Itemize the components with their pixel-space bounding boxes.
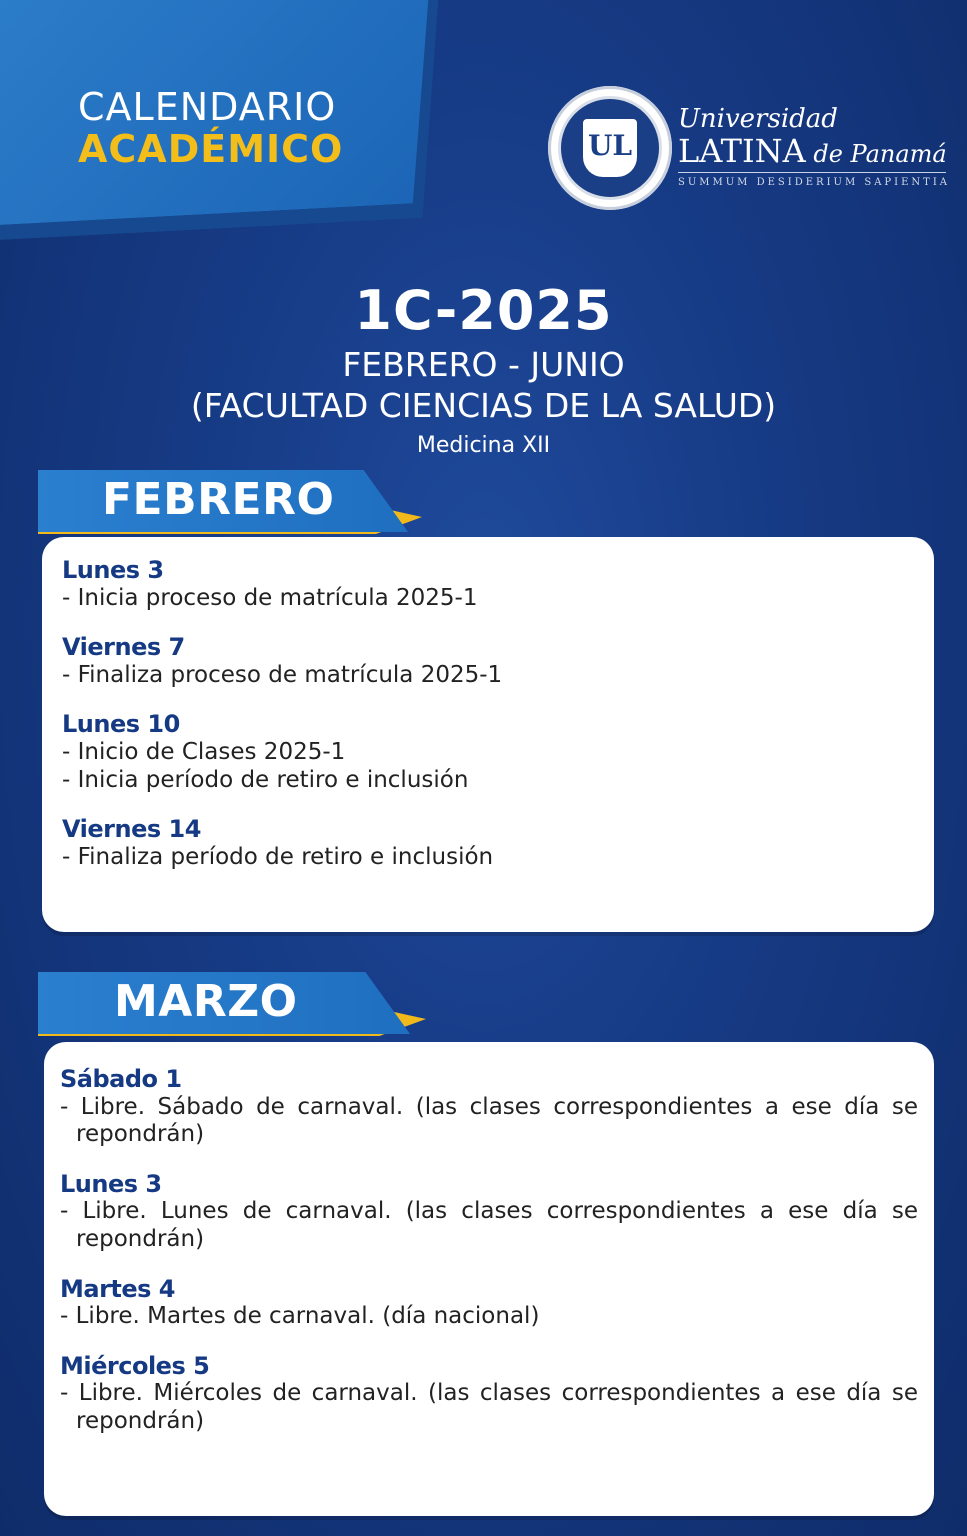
entry-item: - Finaliza proceso de matrícula 2025-1 xyxy=(62,661,503,688)
university-seal-icon xyxy=(548,86,672,210)
calendar-entry xyxy=(62,816,912,871)
month-label: MARZO xyxy=(114,976,298,1027)
month-label: FEBRERO xyxy=(102,474,335,525)
calendar-entry xyxy=(62,557,912,612)
entry-item: - Libre. Miércoles de carnaval. (las clases correspondientes a ese día se repondrán) xyxy=(60,1380,918,1434)
month-tab-marzo xyxy=(38,972,428,1036)
entry-day: Viernes 14 xyxy=(62,815,201,844)
calendar-entry xyxy=(62,711,912,794)
logo-line1: Universidad xyxy=(678,104,838,134)
entry-item: - Inicia período de retiro e inclusión xyxy=(62,766,469,793)
logo-divider xyxy=(678,172,946,173)
month-card-marzo xyxy=(44,1042,934,1516)
logo-line2: LATINA de Panamá xyxy=(678,132,947,170)
entry-item: - Libre. Martes de carnaval. (día nacional) xyxy=(60,1303,540,1330)
entry-day: Lunes 3 xyxy=(62,556,164,584)
entry-item: - Finaliza período de retiro e inclusión xyxy=(62,843,494,870)
program-name: Medicina XII xyxy=(416,432,551,458)
title-block xyxy=(0,279,967,458)
calendar-entry xyxy=(62,634,912,689)
calendar-heading xyxy=(78,85,344,171)
month-tab-febrero xyxy=(38,470,428,534)
calendar-entry xyxy=(60,1171,918,1254)
entry-day: Lunes 10 xyxy=(62,710,180,739)
heading-line2: ACADÉMICO xyxy=(78,127,344,171)
university-logo xyxy=(678,104,950,188)
logo-motto: SUMMUM DESIDERIUM SAPIENTIA xyxy=(678,177,951,188)
entry-day: Miércoles 5 xyxy=(60,1351,210,1380)
entry-day: Lunes 3 xyxy=(60,1169,162,1198)
entry-day: Martes 4 xyxy=(60,1274,176,1303)
heading-line1: CALENDARIO xyxy=(78,85,337,129)
entry-day: Sábado 1 xyxy=(60,1065,182,1093)
term-period: FEBRERO - JUNIO xyxy=(342,345,625,384)
month-card-febrero xyxy=(42,537,934,932)
seal-initials: UL xyxy=(587,129,633,162)
entry-day: Viernes 7 xyxy=(62,633,185,662)
calendar-entry xyxy=(60,1276,918,1331)
calendar-entry xyxy=(60,1066,918,1149)
faculty-name: (FACULTAD CIENCIAS DE LA SALUD) xyxy=(190,386,777,426)
entry-item: - Libre. Lunes de carnaval. (las clases correspondientes a ese día se repondrán) xyxy=(60,1198,918,1252)
calendar-entry xyxy=(60,1353,918,1436)
term-title: 1C-2025 xyxy=(354,279,613,342)
entry-item: - Libre. Sábado de carnaval. (las clases correspondientes a ese día se repondrán) xyxy=(60,1093,918,1148)
entry-item: - Inicio de Clases 2025-1 xyxy=(62,738,346,765)
entry-item: - Inicia proceso de matrícula 2025-1 xyxy=(62,584,478,611)
